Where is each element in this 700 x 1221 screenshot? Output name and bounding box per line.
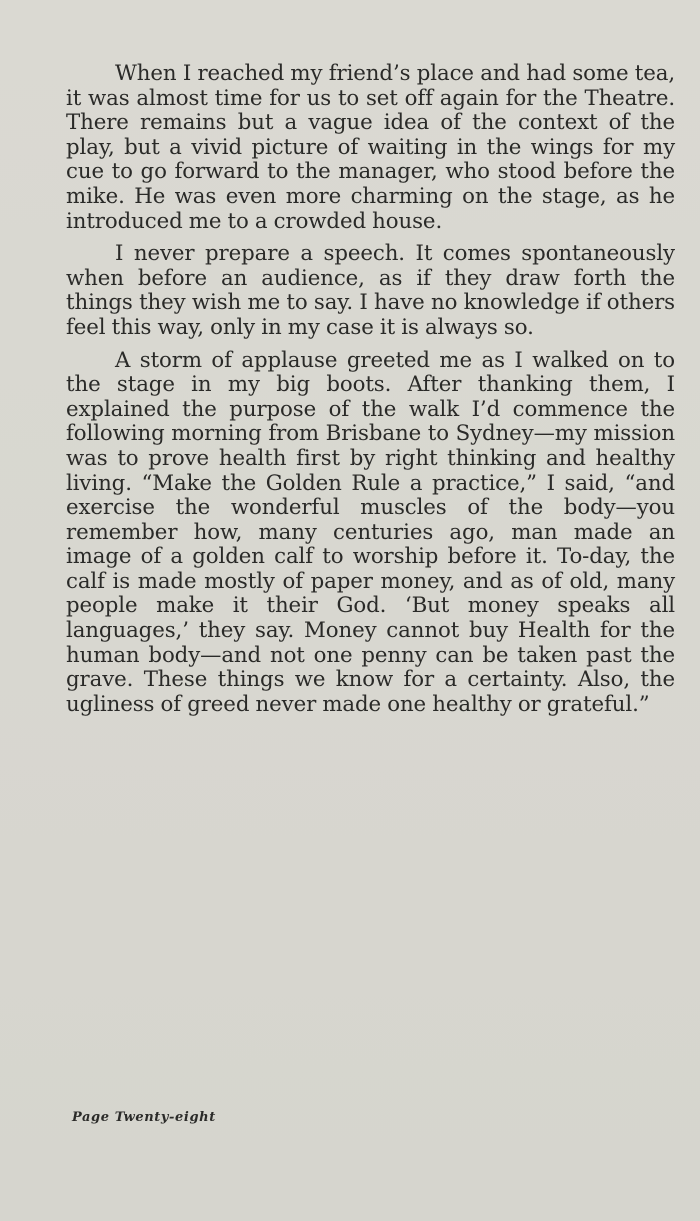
page-number-footer: Page Twenty-eight (72, 1110, 216, 1125)
paragraph-3: A storm of applause greeted me as I walked on to the stage in my big boots. After thanking them, I explained the purpose of the walk I’d commence the following morning from Brisbane to Sydney—my mission was to prove health first by right thinking and healthy living. “Make the Golden Rule a practice,” I said, “and exercise the wonderful muscles of the body—you remember how, many centuries ago, man made an image of a golden calf to worship before it. To-day, the calf is made mostly of paper money, and as of old, many people make it their God. ‘But money speaks all languages,’ they say. Money cannot buy Health for the human body—and not one penny can be taken past the grave. These things we know for a certainty. Also, the ugliness of greed never made one healthy or grateful.” (66, 347, 675, 717)
paragraph-1: When I reached my friend’s place and had some tea, it was almost time for us to set off again for the Theatre. There remains but a vague idea of the context of the play, but a vivid picture of waiting in the wings for my cue to go forward to the manager, who stood before the mike. He was even more charming on the stage, as he introduced me to a crowded house. (66, 61, 675, 234)
paragraph-2: I never prepare a speech. It comes spontaneously when before an audience, as if they draw forth the things they wish me to say. I have no knowledge if others feel this way, only in my case it is always so. (66, 241, 675, 340)
body-text (66, 62, 675, 725)
